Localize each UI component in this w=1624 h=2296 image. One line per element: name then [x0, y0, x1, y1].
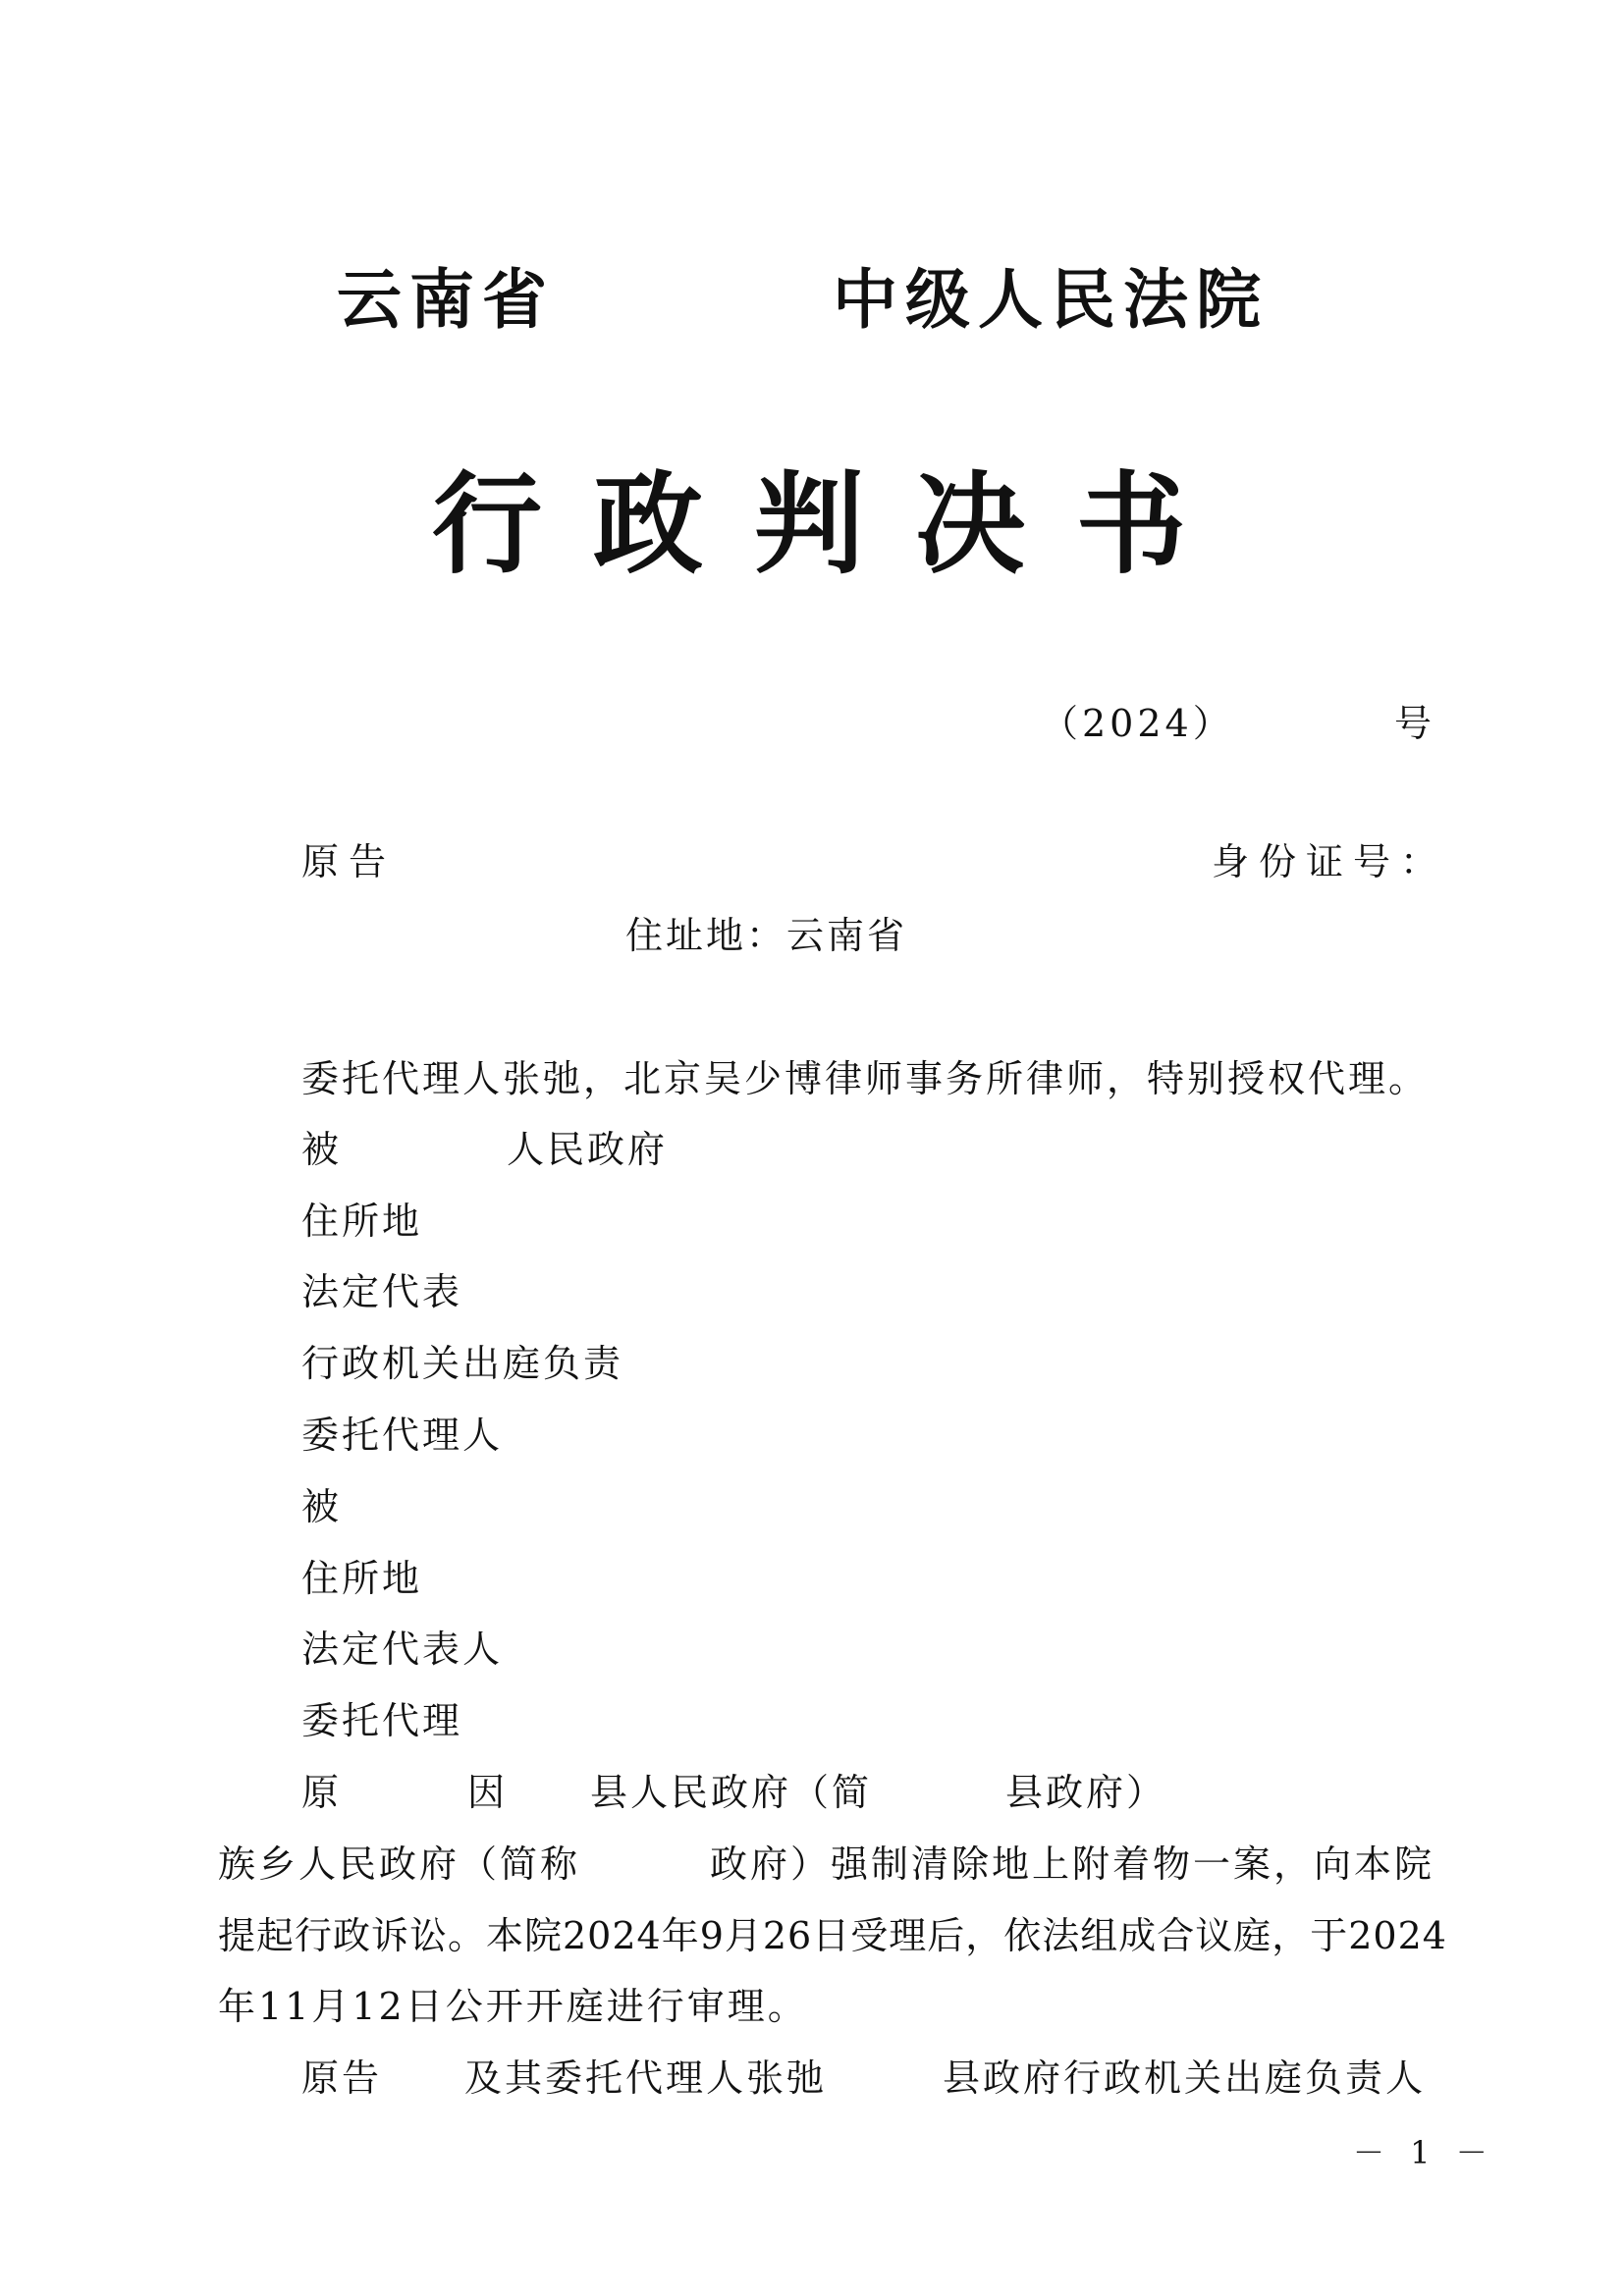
- facts-line3: 提起行政诉讼。本院2024年9月26日受理后，依法组成合议庭，于2024: [218, 1914, 1447, 1957]
- plaintiff-label: 原告: [301, 840, 397, 883]
- defendant1-address: 住所地: [301, 1200, 423, 1243]
- defendant1-name: 人民政府: [507, 1128, 669, 1171]
- case-number-suffix: 号: [1394, 702, 1433, 745]
- facts-line5-part-c: 县政府行政机关出庭负责人: [943, 2056, 1427, 2100]
- id-number-label: 身份证号：: [1212, 840, 1448, 883]
- document-title: 行政判决书: [432, 460, 1237, 589]
- facts-line1-part-d: 县政府）: [1005, 1771, 1167, 1814]
- case-number-year: （2024）: [1041, 702, 1234, 745]
- facts-line1-part-b: 因: [467, 1771, 509, 1814]
- plaintiff-agent: 委托代理人张弛，北京吴少博律师事务所律师，特别授权代理。: [301, 1057, 1430, 1100]
- defendant2-address: 住所地: [301, 1557, 423, 1600]
- facts-line1-part-c: 县人民政府（简: [590, 1771, 873, 1814]
- defendant2-label: 被: [301, 1485, 343, 1528]
- facts-line5-part-a: 原告: [301, 2056, 383, 2100]
- defendant1-agent: 委托代理人: [301, 1414, 504, 1457]
- defendant1-court-rep: 行政机关出庭负责: [301, 1342, 624, 1385]
- page-number: － 1 －: [1353, 2134, 1495, 2171]
- court-province: 云南省: [337, 261, 555, 338]
- facts-line1-part-a: 原: [301, 1771, 343, 1814]
- facts-line2-part-b: 政府）强制清除地上附着物一案，向本院: [710, 1842, 1435, 1886]
- defendant1-label: 被: [301, 1128, 343, 1171]
- plaintiff-address: 住址地：云南省: [625, 914, 908, 957]
- defendant1-legal-rep: 法定代表: [301, 1270, 463, 1313]
- court-name: 中级人民法院: [833, 261, 1269, 338]
- facts-line5-part-b: 及其委托代理人张弛: [464, 2056, 828, 2100]
- facts-line4: 年11月12日公开开庭进行审理。: [218, 1985, 808, 2028]
- facts-line2-part-a: 族乡人民政府（简称: [218, 1842, 581, 1886]
- defendant2-agent: 委托代理: [301, 1699, 463, 1742]
- defendant2-legal-rep: 法定代表人: [301, 1628, 504, 1671]
